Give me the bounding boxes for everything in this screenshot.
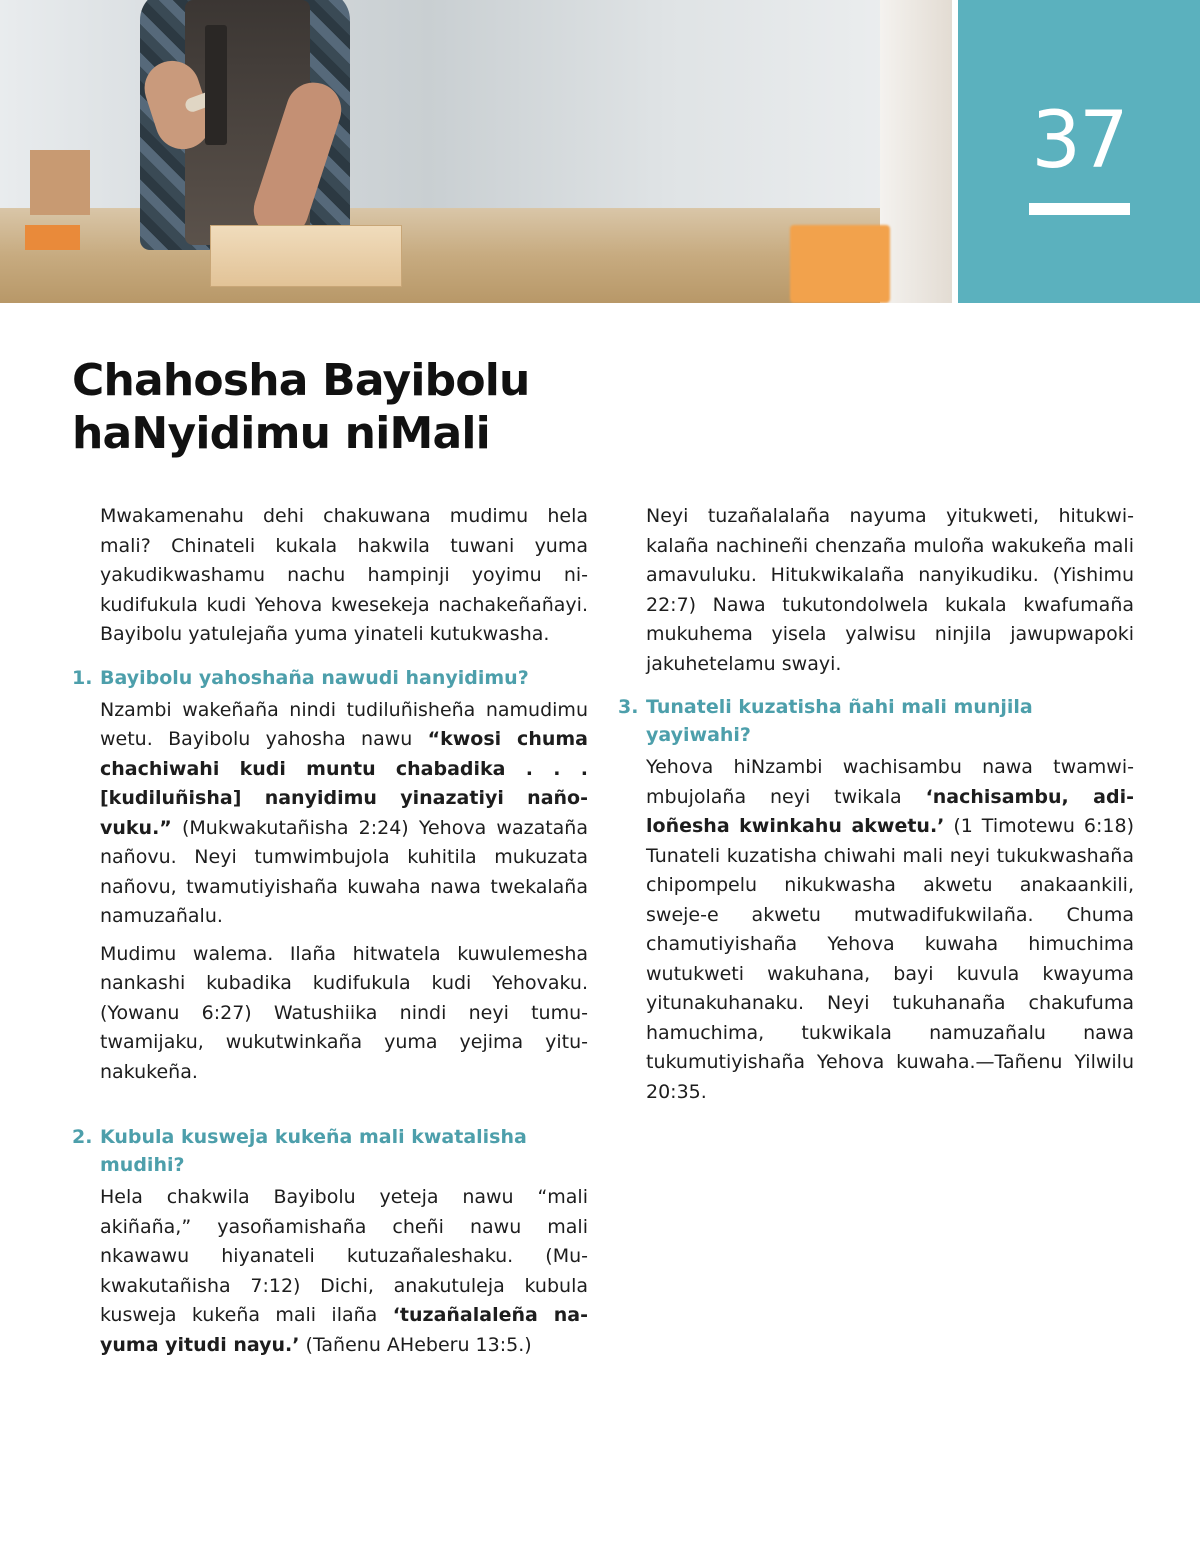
section-2-paragraph-1 xyxy=(100,1183,588,1360)
question-text: Kubula kusweja kukeña mali kwatalisha mudihi? xyxy=(100,1126,527,1176)
hero-photo xyxy=(0,0,952,303)
question-number: 3. xyxy=(618,696,639,718)
title-line-1: Chahosha Bayibolu xyxy=(72,355,530,406)
section-1-paragraph-2 xyxy=(100,940,588,1088)
question-heading-1 xyxy=(72,664,588,692)
chapter-underline xyxy=(1029,203,1130,215)
text-run: Neyi tuzañalalaña nayuma yitukweti, hitukwikalaña nachineñi chenzaña muloña wakukeña mali amavuluku. Hitukwikalaña nanyikudiku. (Yishimu 22:7) Nawa tukutondolwela kukala kwafumaña mukuhema yisela yalwisu ninjila jawupwapoki jakuhetelamu swayi. xyxy=(646,505,1134,675)
emphasized-quote: “kwosi chuma chachiwahi kudi muntu chabadika . . . [kudiluñisha] nanyidimu yinazatiyi nañovuku.” xyxy=(100,728,588,839)
question-number: 1. xyxy=(72,666,93,689)
question-text: Bayibolu yahoshaña nawudi hanyidimu? xyxy=(100,666,529,689)
text-run: Hela chakwila Bayibolu yeteja nawu “mali akiñaña,” yasoñamishaña cheñi nawu mali nkawawu hiyanateli kutuzañaleshaku. (Mukwakutañisha 7:12) Dichi, anakutuleja kubula kusweja kukeña mali ilaña xyxy=(100,1186,588,1326)
right-column xyxy=(618,502,1134,1115)
text-run: (Mukwakutañisha 2:24) Yehova wazataña nañovu. Neyi tumwimbujola kuhitila mukuzata nañovu, twamutiyishaña kuwaha nawa twekalaña namuzañalu. xyxy=(100,816,588,927)
wooden-plank xyxy=(210,225,402,287)
question-number: 2. xyxy=(72,1126,93,1148)
question-text: Tunateli kuzatisha ñahi mali munjila yayiwahi? xyxy=(646,696,1033,746)
background-shelf xyxy=(880,0,952,303)
hammer-icon xyxy=(205,25,227,145)
title-line-2: haNyidimu niMali xyxy=(72,408,490,459)
left-column xyxy=(72,502,588,1368)
text-run: Mudimu walema. Ilaña hitwatela kuwulemesha nankashi kubadika kudifukula kudi Yehovaku. (Yowanu 6:27) Watushiika nindi neyi tumutwamijaku, wukutwinkaña yuma yejima yitunakukeña. xyxy=(100,942,588,1083)
page-title xyxy=(72,354,632,460)
question-heading-2 xyxy=(72,1123,588,1179)
text-run: Yehova hiNzambi wachisambu nawa twamwimbujolaña neyi twikala xyxy=(646,756,1134,808)
wood-block xyxy=(30,150,90,215)
question-heading-3 xyxy=(618,693,1134,749)
text-run: (1 Timotewu 6:​18) Tunateli kuzatisha chiwahi mali neyi tukukwashaña chipompelu nikukwasha akwetu anakaankili, sweje-e akwetu mutwadifukwilaña. Chuma chamutiyishaña Yehova kuwaha himuchima wutukweti wakuhana, bayi kuvula kwayuma yitunakuhanaku. Neyi tukuhanaña chakufuma hamuchima, tukwikala namuzañalu nawa tukumutiyishaña Yehova kuwaha.—Tañenu Yilwilu 20:35. xyxy=(646,815,1134,1103)
chapter-badge xyxy=(958,0,1200,303)
intro-paragraph: Mwakamenahu dehi chakuwana mudimu hela mali? Chinateli kukala hakwila tuwani yuma yakudikwashamu nachu hampinji yoyimu nikudifukula kudi Yehova kwesekeja nachakeñañayi. Bayibolu yatulejaña yuma yinateli kutukwasha. xyxy=(100,505,588,645)
text-run: (Tañenu AHeberu 13:5.) xyxy=(299,1333,532,1356)
section-2-paragraph-2 xyxy=(646,502,1134,679)
section-3-paragraph-1 xyxy=(646,753,1134,1107)
chapter-number: 37 xyxy=(1031,96,1127,186)
orange-pot xyxy=(790,225,890,303)
section-1-paragraph-1 xyxy=(100,696,588,932)
orange-sanding-block xyxy=(25,225,80,250)
emphasized-quote: ‘tuzañalaleña nayuma yitudi nayu.’ xyxy=(100,1304,588,1356)
emphasized-quote: ‘nachisambu, adiloñesha kwinkahu akwetu.’ xyxy=(646,785,1134,837)
text-run: Nzambi wakeñaña nindi tudiluñisheña namudimu wetu. Bayibolu yahosha nawu xyxy=(100,698,588,750)
